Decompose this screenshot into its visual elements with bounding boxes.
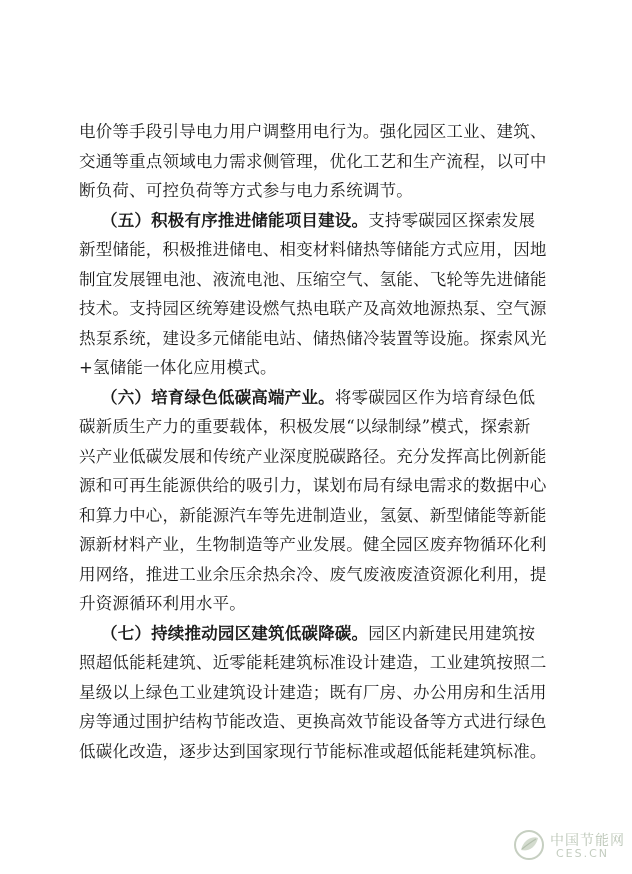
- paragraph-2: [79, 206, 559, 383]
- text-line: 用网络，推进工业余压余热余冷、废气废液废渣资源化利用，提: [79, 564, 547, 584]
- text-line: 交通等重点领域电力需求侧管理，优化工艺和生产流程，以可中: [79, 151, 547, 171]
- watermark-url: CES.CN: [556, 847, 610, 860]
- section-heading-6: （六）培育绿色低碳高端产业。: [101, 387, 335, 407]
- text-line: 技术。支持园区统筹建设燃气热电联产及高效地源热泵、空气源: [79, 299, 547, 318]
- watermark: [512, 826, 624, 864]
- text-line: 热泵系统，建设多元储能电站、储热储冷装置等设施。探索风光: [79, 328, 547, 348]
- text-line: 低碳化改造，逐步达到国家现行节能标准或超低能耗建筑标准。: [79, 741, 547, 761]
- text-run: 支持零碳园区探索发展: [368, 210, 536, 230]
- text-line: [79, 206, 559, 236]
- text-line: 断负荷、可控负荷等方式参与电力系统调节。: [79, 181, 413, 200]
- text-line: 和算力中心，新能源汽车等先进制造业，氢氨、新型储能等新能: [79, 505, 547, 525]
- text-line: +氢储能一体化应用模式。: [79, 358, 277, 377]
- paragraph-1: [79, 117, 559, 206]
- paragraph-3: [79, 383, 559, 619]
- text-line: 升资源循环利用水平。: [79, 594, 246, 613]
- text-line: 碳新质生产力的重要载体，积极发展“以绿制绿”模式，探索新: [79, 417, 531, 436]
- document-page: [79, 117, 559, 766]
- text-run: 园区内新建民用建筑按: [368, 623, 536, 643]
- text-line: [79, 383, 559, 413]
- text-line: 新型储能，积极推进储电、相变材料储热等储能方式应用，因地: [79, 240, 547, 259]
- text-line: [79, 619, 559, 649]
- section-heading-7: （七）持续推动园区建筑低碳降碳。: [101, 623, 369, 643]
- text-line: 电价等手段引导电力用户调整用电行为。强化园区工业、建筑、: [79, 122, 547, 141]
- watermark-title: 中国节能网: [550, 833, 625, 849]
- text-line: 制宜发展锂电池、液流电池、压缩空气、氢能、飞轮等先进储能: [79, 269, 547, 289]
- leaf-globe-icon: [512, 828, 546, 862]
- text-line: 源新材料产业，生物制造等产业发展。健全园区废弃物循环化利: [79, 535, 547, 554]
- text-run: 将零碳园区作为培育绿色低: [334, 387, 536, 407]
- text-line: 兴产业低碳发展和传统产业深度脱碳路径。充分发挥高比例新能: [79, 446, 547, 466]
- section-heading-5: （五）积极有序推进储能项目建设。: [101, 210, 369, 230]
- text-line: 照超低能耗建筑、近零能耗建筑标准设计建造，工业建筑按照二: [79, 653, 547, 672]
- text-line: 源和可再生能源供给的吸引力，谋划布局有绿电需求的数据中心: [79, 476, 547, 495]
- text-line: 房等通过围护结构节能改造、更换高效节能设备等方式进行绿色: [79, 712, 547, 731]
- text-line: 星级以上绿色工业建筑设计建造；既有厂房、办公用房和生活用: [79, 682, 547, 702]
- paragraph-4: [79, 619, 559, 767]
